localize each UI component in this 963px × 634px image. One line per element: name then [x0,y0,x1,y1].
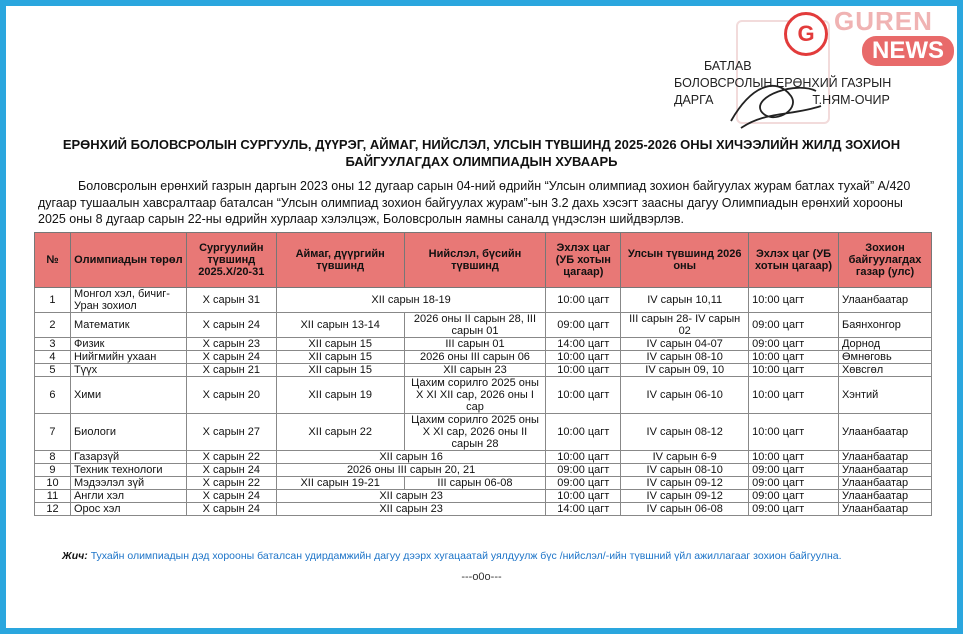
cell-no: 9 [35,464,71,477]
cell-start-time: 10:00 цагт [546,414,621,451]
cell-place: Улаанбаатар [838,490,931,503]
cell-start-time-2: 10:00 цагт [749,377,839,414]
cell-type: Нийгмийн ухаан [70,351,186,364]
cell-school: X сарын 23 [186,338,276,351]
cell-school: X сарын 27 [186,414,276,451]
table-row [35,288,932,313]
cell-start-time-2: 10:00 цагт [749,288,839,313]
cell-start-time: 10:00 цагт [546,377,621,414]
table-row [35,313,932,338]
cell-place: Хөвсгөл [838,364,931,377]
cell-school: X сарын 21 [186,364,276,377]
cell-no: 3 [35,338,71,351]
cell-place: Баянхонгор [838,313,931,338]
cell-district: XII сарын 19-21 [276,477,404,490]
cell-start-time: 09:00 цагт [546,464,621,477]
cell-national: IV сарын 08-10 [621,351,749,364]
cell-school: X сарын 24 [186,464,276,477]
cell-start-time: 14:00 цагт [546,338,621,351]
cell-district-capital: XII сарын 18-19 [276,288,546,313]
cell-place: Улаанбаатар [838,464,931,477]
cell-type: Газарзүй [70,451,186,464]
table-row [35,451,932,464]
header-school: Сургуулийн түвшинд 2025.X/20-31 [186,233,276,288]
cell-start-time: 09:00 цагт [546,313,621,338]
cell-school: X сарын 24 [186,351,276,364]
cell-no: 4 [35,351,71,364]
cell-district: XII сарын 15 [276,364,404,377]
table-row [35,414,932,451]
cell-capital: III сарын 01 [404,338,546,351]
cell-school: X сарын 24 [186,313,276,338]
cell-school: X сарын 22 [186,451,276,464]
header-national: Улсын түвшинд 2026 оны [621,233,749,288]
cell-school: X сарын 24 [186,503,276,516]
cell-district-capital: XII сарын 23 [276,503,546,516]
cell-no: 6 [35,377,71,414]
cell-start-time-2: 10:00 цагт [749,414,839,451]
document-title: ЕРӨНХИЙ БОЛОВСРОЛЫН СУРГУУЛЬ, ДҮҮРЭГ, АЙМАГ, НИЙСЛЭЛ, УЛСЫН ТҮВШИНД 2025-2026 ОНЫ ХИЧЭЭЛИЙН ЖИЛД ЗОХИОН БАЙГУУЛАГДАХ ОЛИМПИАДЫН ХУВААРЬ [62,137,901,169]
cell-start-time-2: 09:00 цагт [749,503,839,516]
cell-capital: III сарын 06-08 [404,477,546,490]
cell-start-time-2: 09:00 цагт [749,477,839,490]
cell-national: III сарын 28- IV сарын 02 [621,313,749,338]
cell-place: Улаанбаатар [838,477,931,490]
cell-start-time-2: 09:00 цагт [749,464,839,477]
header-place: Зохион байгуулагдах газар (улс) [838,233,931,288]
cell-national: IV сарын 09-12 [621,490,749,503]
cell-district: XII сарын 15 [276,338,404,351]
cell-capital: XII сарын 23 [404,364,546,377]
cell-place: Улаанбаатар [838,288,931,313]
cell-start-time: 14:00 цагт [546,503,621,516]
cell-national: IV сарын 08-12 [621,414,749,451]
intro-paragraph: Боловсролын ерөнхий газрын даргын 2023 оны 12 дугаар сарын 04-ний өдрийн “Улсын олимпиад зохион байгуулах журам батлах тухай” А/420 дугаар тушаалын хавсралтаар баталсан “Улсын олимпиад зохион байгуулах журам”-ын 3.2 дахь хэсэгт заасны дагуу Олимпиадын ерөнхий хорооны 2025 оны 8 дугаар сарын 22-ны өдрийн хурлаар хэлэлцэж, Боловсролын яамны саналд үндэслэн шийдвэрлэв. [38,179,911,226]
cell-type: Математик [70,313,186,338]
cell-start-time-2: 09:00 цагт [749,313,839,338]
cell-no: 11 [35,490,71,503]
cell-national: IV сарын 04-07 [621,338,749,351]
header-no: № [35,233,71,288]
cell-school: X сарын 22 [186,477,276,490]
cell-start-time-2: 10:00 цагт [749,451,839,464]
cell-national: IV сарын 06-08 [621,503,749,516]
cell-national: IV сарын 09-12 [621,477,749,490]
logo-word-guren: GUREN [834,6,933,36]
end-mark: ---o0o--- [461,571,502,583]
cell-type: Монгол хэл, бичиг-Уран зохиол [70,288,186,313]
cell-capital: Цахим сорилго 2025 оны X XI XII сар, 2026 оны I сар [404,377,546,414]
cell-no: 12 [35,503,71,516]
cell-capital: 2026 оны II сарын 28, III сарын 01 [404,313,546,338]
cell-place: Хэнтий [838,377,931,414]
cell-district-capital: 2026 оны III сарын 20, 21 [276,464,546,477]
cell-school: X сарын 31 [186,288,276,313]
cell-national: IV сарын 08-10 [621,464,749,477]
cell-national: IV сарын 10,11 [621,288,749,313]
cell-type: Биологи [70,414,186,451]
cell-place: Өмнөговь [838,351,931,364]
cell-place: Улаанбаатар [838,414,931,451]
cell-start-time-2: 10:00 цагт [749,364,839,377]
table-row [35,490,932,503]
cell-national: IV сарын 06-10 [621,377,749,414]
news-logo [776,6,957,78]
cell-capital: 2026 оны III сарын 06 [404,351,546,364]
cell-type: Англи хэл [70,490,186,503]
header-type: Олимпиадын төрөл [70,233,186,288]
cell-no: 2 [35,313,71,338]
table-header-row [35,233,932,288]
note-label: Жич: [62,550,88,562]
cell-type: Физик [70,338,186,351]
cell-place: Улаанбаатар [838,451,931,464]
cell-no: 7 [35,414,71,451]
note [62,550,842,562]
cell-place: Дорнод [838,338,931,351]
cell-start-time: 10:00 цагт [546,351,621,364]
cell-district: XII сарын 15 [276,351,404,364]
cell-district-capital: XII сарын 16 [276,451,546,464]
cell-start-time: 10:00 цагт [546,490,621,503]
cell-start-time: 10:00 цагт [546,451,621,464]
cell-type: Техник технологи [70,464,186,477]
cell-district: XII сарын 13-14 [276,313,404,338]
cell-capital: Цахим сорилго 2025 оны X XI сар, 2026 оны II сарын 28 [404,414,546,451]
cell-no: 10 [35,477,71,490]
table-row [35,477,932,490]
cell-start-time-2: 09:00 цагт [749,490,839,503]
cell-start-time: 10:00 цагт [546,364,621,377]
cell-national: IV сарын 09, 10 [621,364,749,377]
table-row [35,351,932,364]
approval-position: ДАРГА [674,93,714,107]
cell-start-time-2: 09:00 цагт [749,338,839,351]
header-district: Аймаг, дүүргийн түвшинд [276,233,404,288]
schedule-table [34,232,932,516]
cell-district: XII сарын 19 [276,377,404,414]
approval-line-2: БОЛОВСРОЛЫН ЕРӨНХИЙ ГАЗРЫН [674,76,892,90]
cell-type: Хими [70,377,186,414]
header-start-time: Эхлэх цаг (УБ хотын цагаар) [546,233,621,288]
cell-no: 1 [35,288,71,313]
header-start-time-2: Эхлэх цаг (УБ хотын цагаар) [749,233,839,288]
table-row [35,338,932,351]
cell-start-time-2: 10:00 цагт [749,351,839,364]
cell-district: XII сарын 22 [276,414,404,451]
cell-type: Мэдээлэл зүй [70,477,186,490]
cell-start-time: 10:00 цагт [546,288,621,313]
cell-no: 5 [35,364,71,377]
header-capital: Нийслэл, бүсийн түвшинд [404,233,546,288]
table-row [35,377,932,414]
table-row [35,464,932,477]
cell-place: Улаанбаатар [838,503,931,516]
cell-start-time: 09:00 цагт [546,477,621,490]
logo-g-icon: G [784,12,828,56]
cell-school: X сарын 24 [186,490,276,503]
document-page [6,6,957,628]
note-text: Тухайн олимпиадын дэд хорооны баталсан удирдамжийн дагуу дээрх хугацаатай уялдуулж бүс /нийслэл/-ийн түвшний үйл ажиллагааг зохион байгуулна. [90,550,842,562]
logo-word-news: NEWS [862,36,954,66]
approval-name: Т.НЯМ-ОЧИР [812,93,890,107]
table-row [35,503,932,516]
cell-type: Орос хэл [70,503,186,516]
cell-type: Түүх [70,364,186,377]
cell-school: X сарын 20 [186,377,276,414]
cell-no: 8 [35,451,71,464]
cell-national: IV сарын 6-9 [621,451,749,464]
approval-line-1: БАТЛАВ [704,59,752,73]
cell-district-capital: XII сарын 23 [276,490,546,503]
table-row [35,364,932,377]
